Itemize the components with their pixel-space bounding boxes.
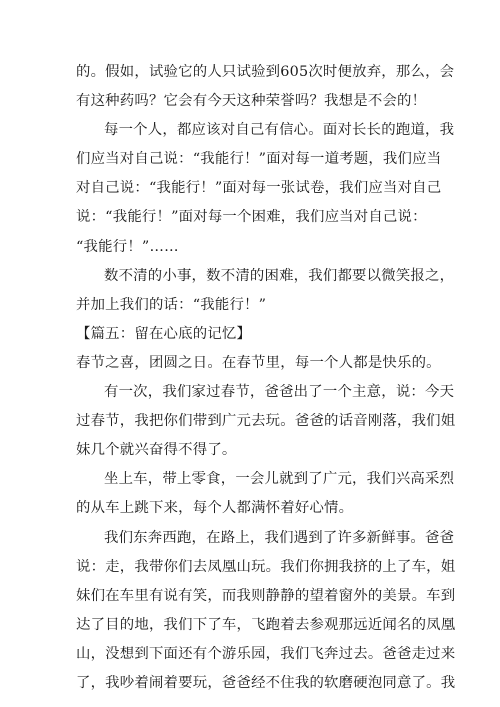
paragraph-line: 了，我吵着闹着要玩，爸爸经不住我的软磨硬泡同意了。我 [76,674,456,691]
paragraph-line: 过春节，我把你们带到广元去玩。爸爸的话音刚落，我们姐 [76,413,456,430]
paragraph-line: 达了目的地，我们下了车，飞跑着去参观那远近闻名的凤凰 [76,616,456,633]
paragraph-line: 有这种药吗？它会有今天这种荣誉吗？我想是不会的！ [76,93,427,110]
paragraph-line: “我能行！”…… [76,238,179,255]
paragraph-line: 说：走，我带你们去凤凰山玩。我们你拥我挤的上了车，姐 [76,558,456,575]
paragraph-line: 并加上我们的话：“我能行！” [76,296,267,313]
section-heading: 【篇五：留在心底的记忆】 [76,325,252,342]
paragraph-line: 我们东奔西跑，在路上，我们遇到了许多新鲜事。爸爸 [104,529,455,546]
document-page [76,58,456,698]
paragraph-line: 的。假如，试验它的人只试验到605次时便放弃，那么，会 [76,64,455,80]
paragraph-line: 每一个人，都应该对自己有信心。面对长长的跑道，我 [104,122,455,139]
paragraph-line: 对自己说：“我能行！”面对每一张试卷，我们应当对自己 [76,180,442,197]
paragraph-line: 数不清的小事，数不清的困难，我们都要以微笑报之， [104,267,455,284]
paragraph-line: 的从车上跳下来，每个人都满怀着好心情。 [76,500,354,517]
paragraph-line: 妹们在车里有说有笑，而我则静静的望着窗外的美景。车到 [76,587,456,604]
paragraph-line: 春节之喜，团圆之日。在春节里，每一个人都是快乐的。 [76,354,441,371]
paragraph-line: 山，没想到下面还有个游乐园，我们飞奔过去。爸爸走过来 [76,645,456,662]
paragraph-line: 坐上车，带上零食，一会儿就到了广元，我们兴高采烈 [104,471,455,488]
paragraph-line: 们应当对自己说：“我能行！”面对每一道考题，我们应当 [76,151,442,168]
paragraph-line: 说：“我能行！”面对每一个困难，我们应当对自己说： [76,209,427,226]
paragraph-line: 有一次，我们家过春节，爸爸出了一个主意，说：今天 [104,384,455,401]
paragraph-line: 妹几个就兴奋得不得了。 [76,442,237,459]
